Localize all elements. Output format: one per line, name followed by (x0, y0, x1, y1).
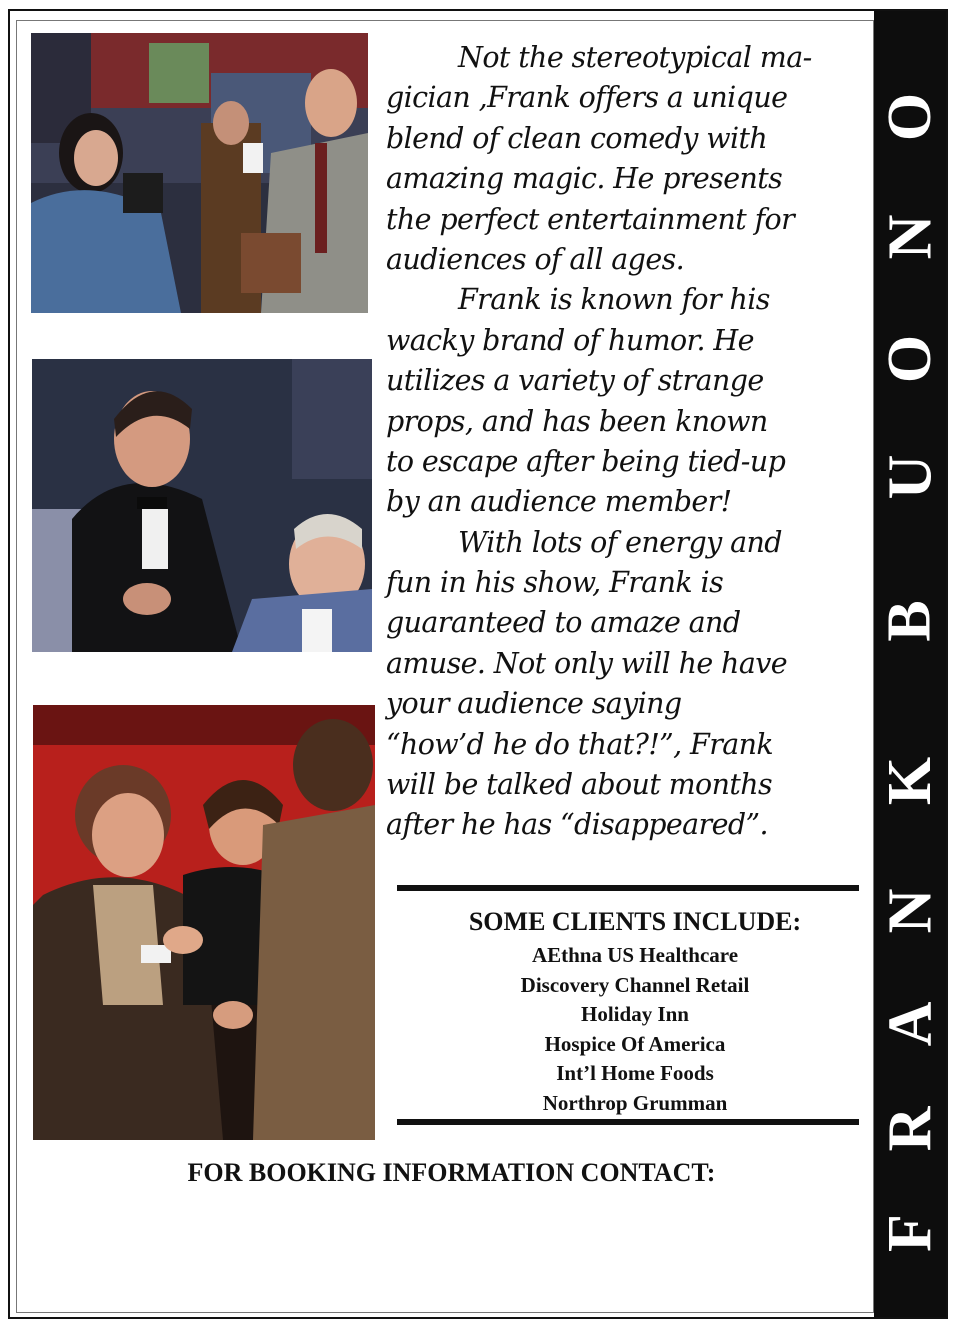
bio-line: to escape after being tied-up (386, 444, 786, 478)
bio-line: your audience saying (386, 687, 682, 721)
sidebar-letter: F (876, 1214, 944, 1252)
sidebar-letter: N (876, 214, 944, 260)
bio-line: amazing magic. He presents (386, 162, 783, 196)
sidebar-letter: N (876, 888, 944, 934)
photo-tuxedo-close-up (32, 359, 372, 652)
bio-line: the perfect entertainment for (386, 202, 795, 236)
clients-list (397, 905, 873, 1118)
sidebar-letter: B (875, 600, 944, 642)
bio-line: utilizes a variety of strange (386, 364, 764, 398)
clients-top-rule (397, 885, 859, 891)
client-item: Hospice Of America (544, 1031, 726, 1056)
bio-line: guaranteed to amaze and (386, 606, 741, 640)
bio-line: will be talked about months (386, 768, 773, 802)
bio-line: after he has “disappeared”. (386, 808, 768, 842)
bio-line: gician ,Frank offers a unique (386, 81, 788, 115)
sidebar-letter: A (876, 1001, 944, 1047)
bio-line: “how’d he do that?!”, Frank (386, 727, 774, 761)
client-item: AEthna US Healthcare (531, 943, 739, 967)
name-sidebar (874, 11, 946, 1317)
sidebar-letter: K (875, 756, 944, 806)
photo-audience-red-wall (33, 705, 375, 1140)
bio-line: props, and has been known (386, 404, 768, 438)
sidebar-letter: U (876, 454, 944, 500)
client-item: Int’l Home Foods (556, 1061, 714, 1085)
client-item: Holiday Inn (581, 1002, 689, 1026)
bio-line: Frank is known for his (458, 283, 770, 317)
client-item: Discovery Channel Retail (520, 972, 750, 997)
bio-line: blend of clean comedy with (386, 121, 768, 155)
sidebar-letter: O (875, 334, 944, 384)
sidebar-letter: O (875, 92, 944, 142)
booking-heading: FOR BOOKING INFORMATION CONTACT: (187, 1158, 716, 1187)
sidebar-letter: R (876, 1106, 944, 1152)
bio-line: audiences of all ages. (386, 242, 685, 276)
clients-bottom-rule (397, 1119, 859, 1125)
photo-card-trick-exhibit (31, 33, 368, 313)
client-item: Northrop Grumman (542, 1090, 728, 1115)
bio-line: by an audience member! (386, 485, 732, 519)
bio-line: fun in his show, Frank is (386, 566, 724, 600)
clients-heading: SOME CLIENTS INCLUDE: (468, 907, 802, 936)
bio-line: wacky brand of humor. He (386, 323, 754, 357)
bio-line: Not the stereotypical ma- (458, 41, 812, 74)
bio-line: amuse. Not only will he have (386, 646, 787, 680)
bio-text (386, 38, 876, 846)
bio-line: With lots of energy and (458, 525, 782, 559)
